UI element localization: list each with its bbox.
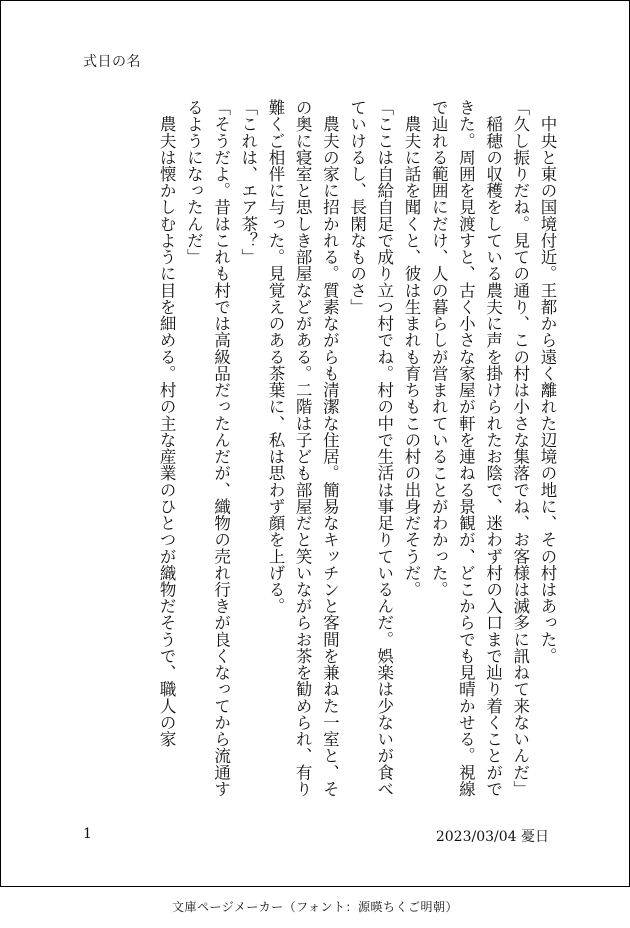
paragraph: 稲穂の収穫をしている農夫に声を掛けられたお陰で、迷わず村の入口まで辿り着くことができた。周囲を見渡すと、古く小さな家屋が軒を連ねる景観が、どこからでも見晴かせる。視線で辿れる範囲にだけ、人の暮らしが営まれていることがわかった。	[429, 99, 503, 798]
vertical-body-text	[71, 99, 561, 804]
date-author: 2023/03/04 憂日	[435, 829, 549, 845]
paragraph: 「そうだよ。昔はこれも村では高級品だったんだが、織物の売れ行きが良くなってから流通するようになったんだ」	[184, 99, 231, 798]
running-title: 式日の名	[83, 54, 141, 70]
paragraph: 農夫の家に招かれる。質素ながらも清潔な住居。簡易なキッチンと客間を兼ねた一室と、その奥に寝室と思しき部屋などがある。二階は子ども部屋だと笑いながらお茶を勧められ、有り難くご相伴に与った。見覚えのある茶葉に、私は思わず顔を上げる。	[265, 99, 340, 798]
paragraph: 農夫に話を聞くと、彼は生まれも育ちもこの村の出身だそうだ。	[401, 99, 421, 598]
paragraph: 「これは、エア茶？」	[238, 99, 258, 266]
paragraph: 「ここは自給自足で成り立つ村でね。村の中で生活は事足りているんだ。娯楽は少ないが食べていけるし、長閑なものさ」	[347, 99, 394, 798]
generator-caption: 文庫ページメーカー（フォント：源暎ちくご明朝）	[171, 900, 459, 914]
page-number: 1	[83, 826, 92, 842]
paragraph: 農夫は懐かしむように目を細める。村の主な産業のひとつが織物だそうで、職人の家	[157, 99, 177, 748]
paragraph: 中央と東の国境付近。王都から遠く離れた辺境の地に、その村はあった。	[538, 99, 557, 665]
paragraph: 「久し振りだね。見ての通り、この村は小さな集落でね、お客様は滅多に訊ねて来ないんだ」	[510, 99, 530, 798]
